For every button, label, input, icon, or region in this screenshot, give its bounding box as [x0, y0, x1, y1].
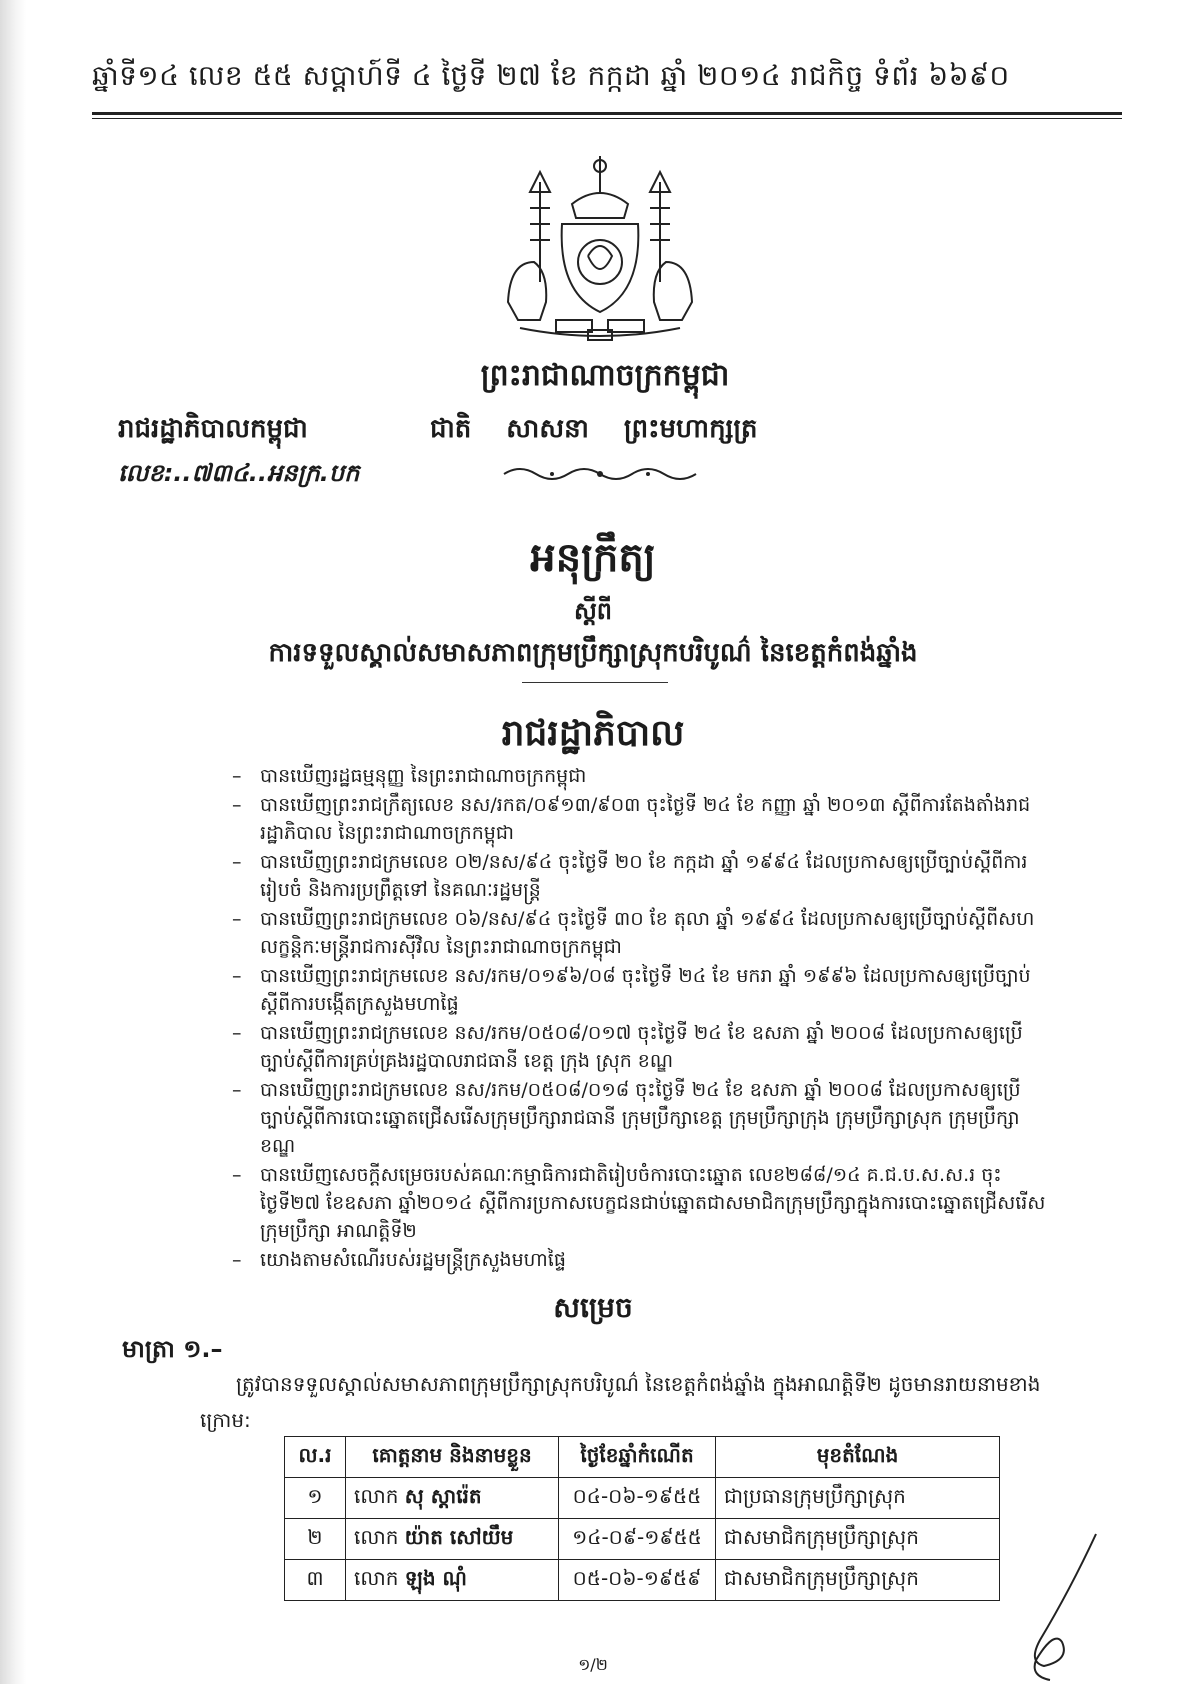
article-body: ត្រូវបានទទួលស្គាល់សមាសភាពក្រុមប្រឹក្សាស្រុកបរិបូណ៌ នៃខេត្តកំពង់ឆ្នាំង ក្នុងអាណត្តិទី២ ដូចមានរាយនាមខាងក្រោម: — [200, 1372, 1041, 1432]
issuer-heading: រាជរដ្ឋាភិបាល — [501, 713, 685, 754]
reference-number: លេខ:..៧៣៤..អនក្រ.បក — [118, 459, 360, 487]
subject-underline — [522, 682, 668, 683]
member-title: លោក — [354, 1566, 399, 1590]
decision-heading: សម្រេច — [553, 1291, 633, 1324]
decorative-ornament-icon — [500, 462, 700, 486]
recital-item: – បានឃើញព្រះរាជក្រមលេខ ០៦/នស/៩៤ ចុះថ្ងៃទី ៣០ ខែ តុលា ឆ្នាំ ១៩៩៤ ដែលប្រកាសឲ្យប្រើច្បាប់ស្តីពីសហលក្ខន្តិកៈមន្ត្រីរាជការស៊ីវិល នៃព្រះរាជាណាចក្រកម្ពុជា — [232, 905, 1052, 961]
members-table — [284, 1436, 1000, 1601]
recital-item: – បានឃើញព្រះរាជក្រឹត្យលេខ នស/រកត/០៩១៣/៩០៣ ចុះថ្ងៃទី ២៤ ខែ កញ្ញា ឆ្នាំ ២០១៣ ស្តីពីការតែងតាំងរាជរដ្ឋាភិបាល នៃព្រះរាជាណាចក្រកម្ពុជា — [232, 791, 1052, 847]
member-name: ឡុង ណុំ — [404, 1566, 467, 1590]
member-name-cell — [346, 1560, 559, 1601]
member-name: សុ ស្តារ៉េត — [404, 1484, 482, 1508]
recital-item: – បានឃើញព្រះរាជក្រមលេខ ០២/នស/៩៤ ចុះថ្ងៃទី ២០ ខែ កក្កដា ឆ្នាំ ១៩៩៤ ដែលប្រកាសឲ្យប្រើច្បាប់ស្តីពីការរៀបចំ និងការប្រព្រឹត្តទៅ នៃគណៈរដ្ឋមន្ត្រី — [232, 848, 1052, 904]
member-name: យ៉ាត សៅយឹម — [404, 1525, 514, 1549]
recital-item: – បានឃើញរដ្ឋធម្មនុញ្ញ នៃព្រះរាជាណាចក្រកម្ពុជា — [232, 762, 1052, 790]
table-row — [285, 1560, 1000, 1601]
document-type-title: អនុក្រឹត្យ — [530, 535, 656, 581]
member-title: លោក — [354, 1484, 399, 1508]
member-position: ជាប្រធានក្រុមប្រឹក្សាស្រុក — [716, 1478, 1000, 1519]
table-row — [285, 1478, 1000, 1519]
column-header-number: ល.រ — [285, 1437, 346, 1478]
member-dob: ០៥-០៦-១៩៥៩ — [559, 1560, 716, 1601]
kingdom-title: ព្រះរាជាណាចក្រកម្ពុជា — [480, 358, 730, 393]
handwritten-signature-icon — [1000, 1530, 1110, 1684]
header-rule — [92, 112, 1122, 115]
recital-item: – បានឃើញព្រះរាជក្រមលេខ នស/រកម/០៥០៨/០១៨ ចុះថ្ងៃទី ២៤ ខែ ឧសភា ឆ្នាំ ២០០៨ ដែលប្រកាសឲ្យប្រើច្បាប់ស្តីពីការបោះឆ្នោតជ្រើសរើសក្រុមប្រឹក្សារាជធានី ក្រុមប្រឹក្សាខេត្ត ក្រុមប្រឹក្សាក្រុង ក្រុមប្រឹក្សាស្រុក ក្រុមប្រឹក្សាខណ្ឌ — [232, 1076, 1052, 1160]
scan-edge-shadow — [0, 0, 26, 1684]
column-header-position: មុខតំណែង — [716, 1437, 1000, 1478]
column-header-dob: ថ្ងៃខែឆ្នាំកំណើត — [559, 1437, 716, 1478]
row-number: ៣ — [285, 1560, 346, 1601]
member-position: ជាសមាជិកក្រុមប្រឹក្សាស្រុក — [716, 1560, 1000, 1601]
member-position: ជាសមាជិកក្រុមប្រឹក្សាស្រុក — [716, 1519, 1000, 1560]
row-number: ១ — [285, 1478, 346, 1519]
member-name-cell — [346, 1478, 559, 1519]
page-number: ១/២ — [578, 1655, 608, 1674]
member-dob: ១៤-០៩-១៩៥៥ — [559, 1519, 716, 1560]
recital-item: – បានឃើញព្រះរាជក្រមលេខ នស/រកម/០៥០៨/០១៧ ចុះថ្ងៃទី ២៤ ខែ ឧសភា ឆ្នាំ ២០០៨ ដែលប្រកាសឲ្យប្រើច្បាប់ស្តីពីការគ្រប់គ្រងរដ្ឋបាលរាជធានី ខេត្ត ក្រុង ស្រុក ខណ្ឌ — [232, 1019, 1052, 1075]
recital-item: – បានឃើញព្រះរាជក្រមលេខ នស/រកម/០១៩៦/០៨ ចុះថ្ងៃទី ២៤ ខែ មករា ឆ្នាំ ១៩៩៦ ដែលប្រកាសឲ្យប្រើច្បាប់ស្តីពីការបង្កើតក្រសួងមហាផ្ទៃ — [232, 962, 1052, 1018]
member-dob: ០៤-០៦-១៩៥៥ — [559, 1478, 716, 1519]
row-number: ២ — [285, 1519, 346, 1560]
subject-title: ការទទួលស្គាល់សមាសភាពក្រុមប្រឹក្សាស្រុកបរិបូណ៌ នៃខេត្តកំពង់ឆ្នាំង — [268, 638, 918, 668]
table-header-row — [285, 1437, 1000, 1478]
article-label: មាត្រា ១.– — [122, 1335, 223, 1363]
table-row — [285, 1519, 1000, 1560]
royal-coat-of-arms-icon — [500, 152, 700, 342]
government-label: រាជរដ្ឋាភិបាលកម្ពុជា — [118, 414, 308, 444]
recital-item: – បានឃើញសេចក្តីសម្រេចរបស់គណៈកម្មាធិការជាតិរៀបចំការបោះឆ្នោត លេខ២៨៨/១៤ គ.ជ.ប.ស.ស.រ ចុះថ្ងៃទី២៧ ខែឧសភា ឆ្នាំ២០១៤ ស្តីពីការប្រកាសបេក្ខជនជាប់ឆ្នោតជាសមាជិកក្រុមប្រឹក្សាក្នុងការបោះឆ្នោតជ្រើសរើសក្រុមប្រឹក្សា អាណត្តិទី២ — [232, 1161, 1052, 1245]
member-name-cell — [346, 1519, 559, 1560]
header-rule-thin — [92, 118, 1122, 119]
national-motto: ជាតិ សាសនា ព្រះមហាក្សត្រ — [430, 414, 758, 444]
member-title: លោក — [354, 1525, 399, 1549]
subject-label: ស្តីពី — [573, 597, 613, 625]
recitals-list — [232, 762, 1052, 1275]
gazette-header: ឆ្នាំទី១៤ លេខ ៥៥ សប្តាហ៍ទី ៤ ថ្ងៃទី ២៧ ខែ កក្កដា ឆ្នាំ ២០១៤ រាជកិច្ច ទំព័រ ៦៦៩០ — [92, 59, 1010, 92]
recital-item: – យោងតាមសំណើរបស់រដ្ឋមន្ត្រីក្រសួងមហាផ្ទៃ — [232, 1246, 1052, 1274]
column-header-name: គោត្តនាម និងនាមខ្លួន — [346, 1437, 559, 1478]
